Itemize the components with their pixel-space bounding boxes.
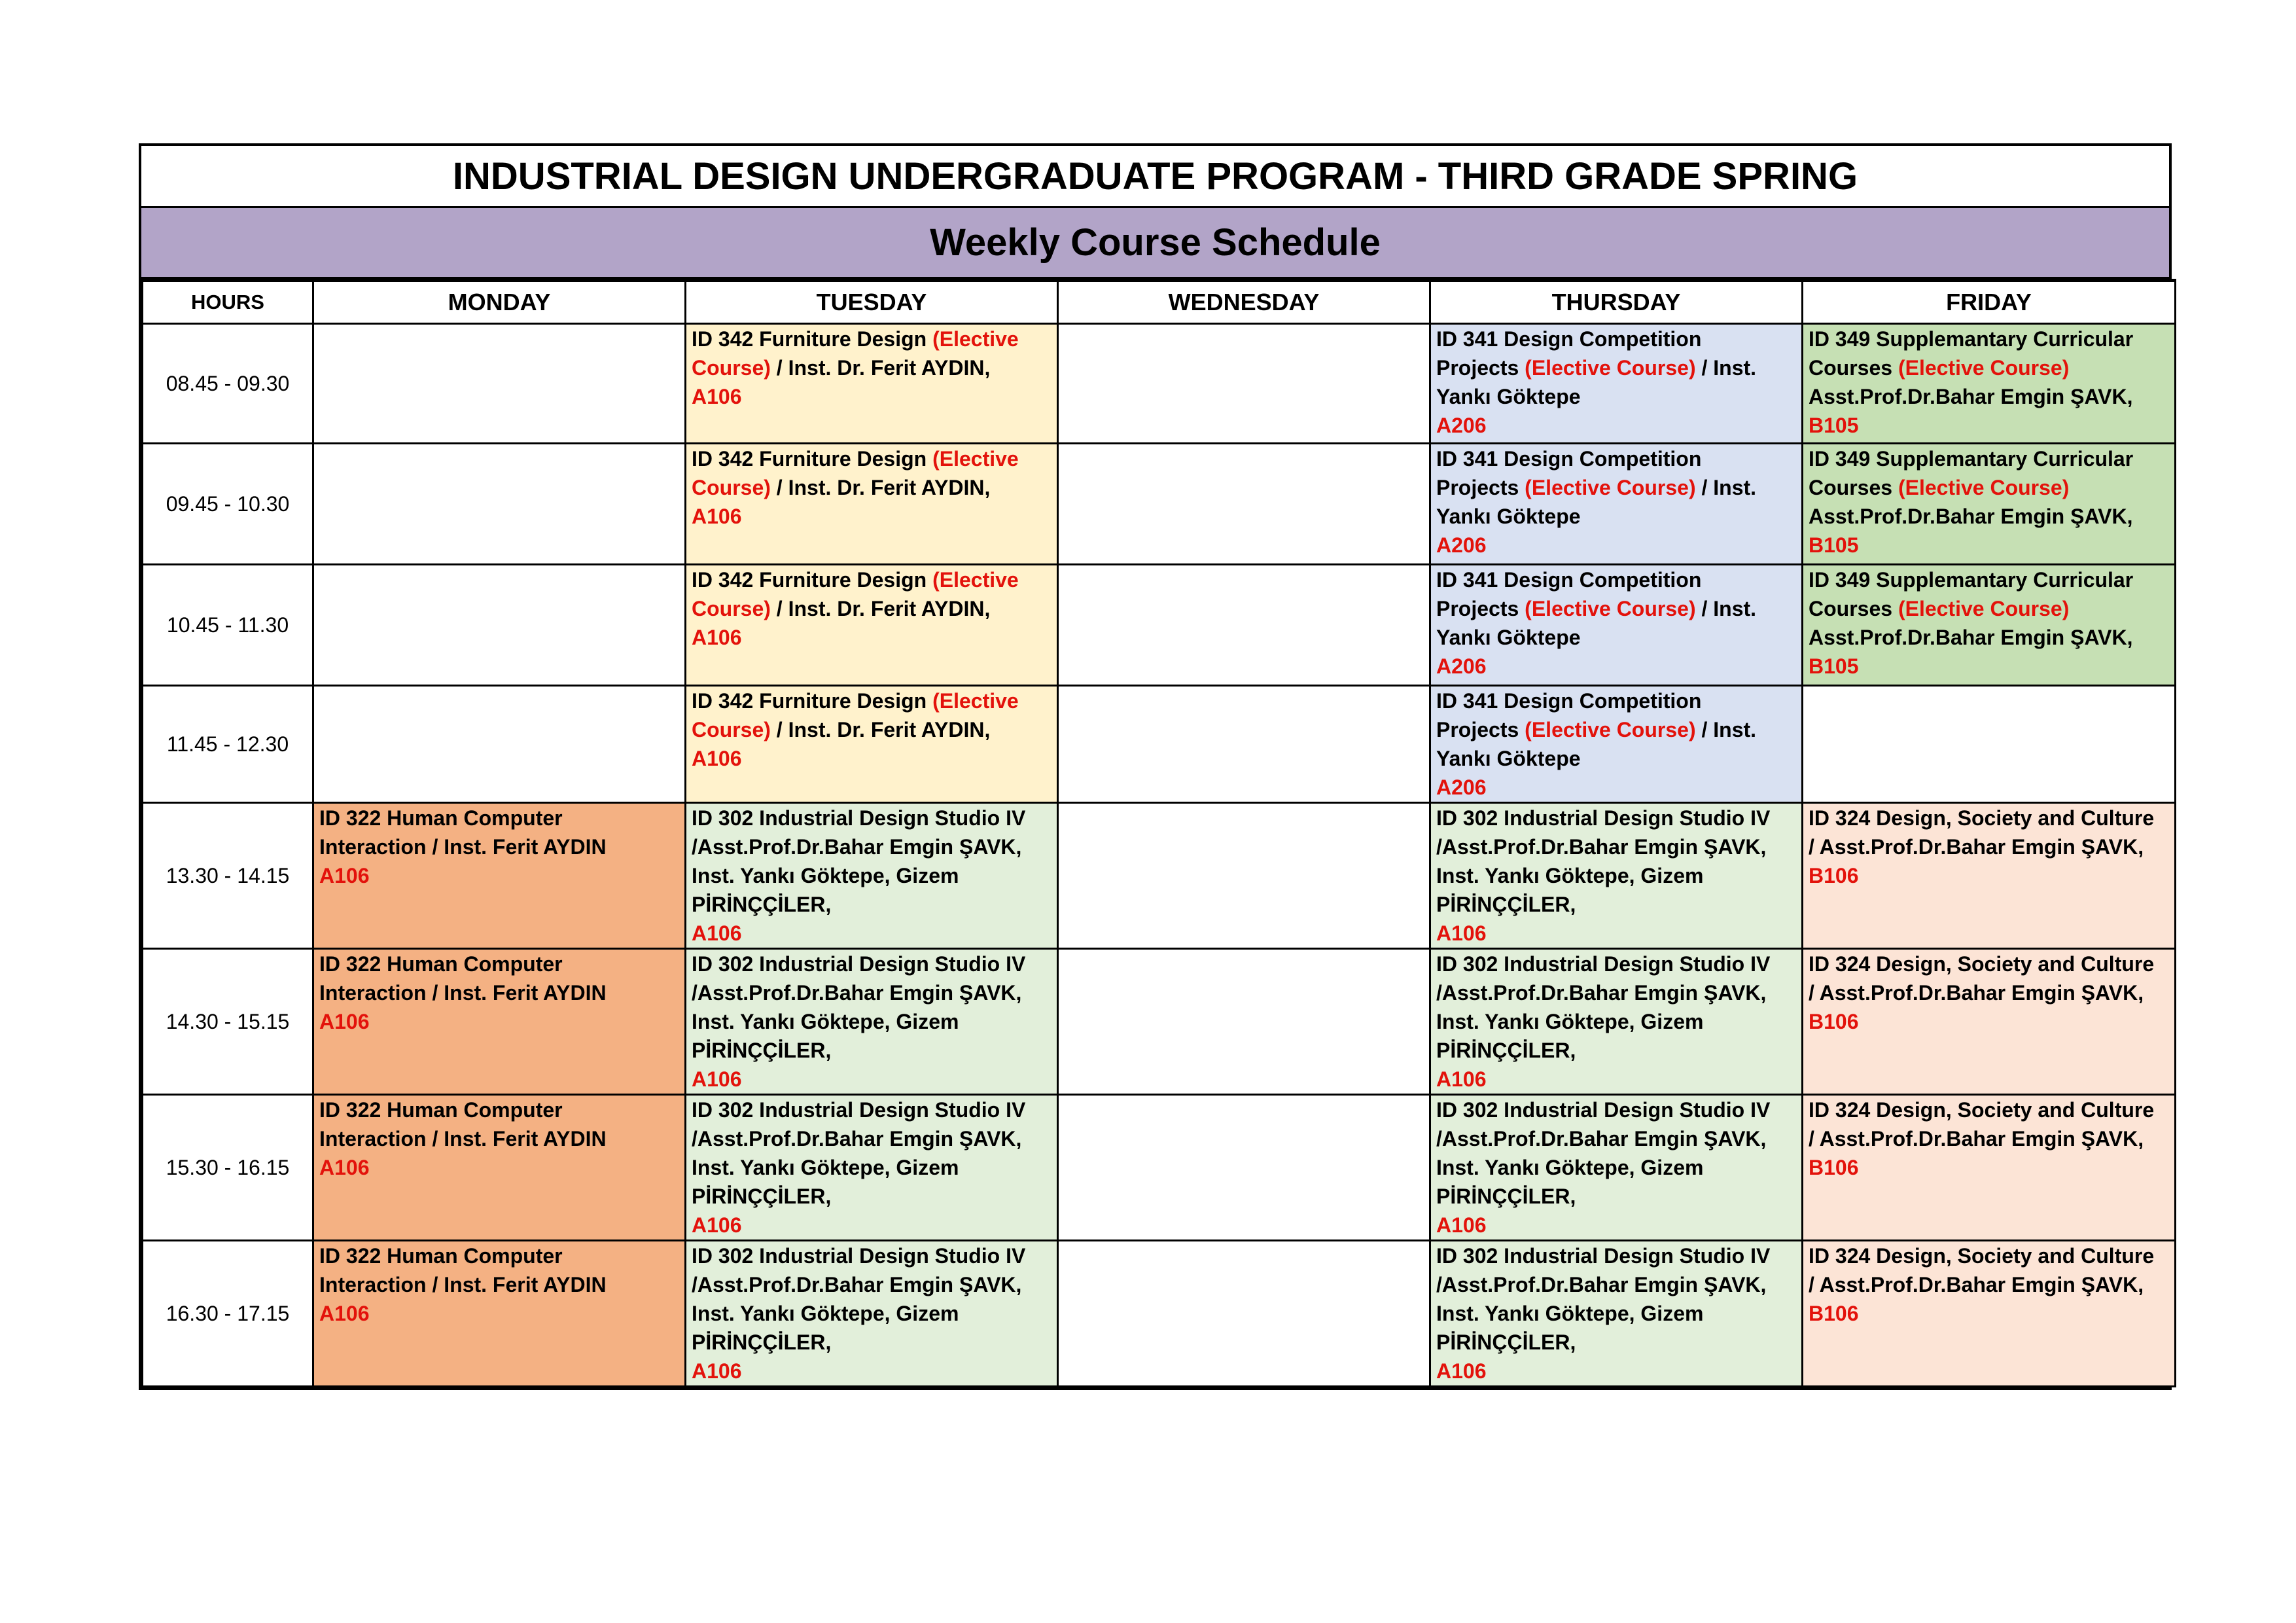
page-title: INDUSTRIAL DESIGN UNDERGRADUATE PROGRAM - THIRD GRADE SPRING bbox=[141, 146, 2169, 208]
instructor: / Inst. Dr. Ferit AYDIN, bbox=[770, 356, 991, 380]
instructor: Yankı Göktepe bbox=[1436, 626, 1581, 649]
empty-cell-friday bbox=[1803, 686, 2176, 803]
course-title: ID 342 Furniture Design bbox=[692, 689, 933, 713]
elective-tag: (Elective Course) bbox=[1525, 476, 1696, 499]
instructor: Inst. Yankı Göktepe, Gizem bbox=[1436, 1156, 1704, 1179]
room-code: A106 bbox=[1436, 921, 1487, 945]
instructor: Interaction / Inst. Ferit AYDIN bbox=[319, 1127, 607, 1150]
empty-cell-wednesday bbox=[1058, 1241, 1430, 1387]
instructor: Asst.Prof.Dr.Bahar Emgin ŞAVK, bbox=[1809, 385, 2133, 408]
room-code: A206 bbox=[1436, 414, 1487, 437]
instructor: / Asst.Prof.Dr.Bahar Emgin ŞAVK, bbox=[1809, 1127, 2144, 1150]
instructor: /Asst.Prof.Dr.Bahar Emgin ŞAVK, bbox=[692, 1273, 1022, 1296]
time-slot: 13.30 - 14.15 bbox=[143, 803, 313, 949]
room-code: A106 bbox=[319, 1156, 370, 1179]
instructor: PİRİNÇÇİLER, bbox=[692, 893, 832, 916]
time-slot-row bbox=[143, 686, 2176, 803]
room-code: A106 bbox=[692, 1067, 742, 1091]
room-code: A106 bbox=[692, 921, 742, 945]
course-title: ID 302 Industrial Design Studio IV bbox=[1436, 806, 1771, 830]
course-cell-friday[interactable] bbox=[1803, 1095, 2176, 1241]
instructor: / Asst.Prof.Dr.Bahar Emgin ŞAVK, bbox=[1809, 1273, 2144, 1296]
instructor: PİRİNÇÇİLER, bbox=[1436, 1185, 1576, 1208]
instructor: Interaction / Inst. Ferit AYDIN bbox=[319, 1273, 607, 1296]
instructor: PİRİNÇÇİLER, bbox=[1436, 1039, 1576, 1062]
instructor: /Asst.Prof.Dr.Bahar Emgin ŞAVK, bbox=[1436, 1127, 1767, 1150]
elective-tag: (Elective Course) bbox=[1525, 597, 1696, 620]
course-title: ID 342 Furniture Design bbox=[692, 568, 933, 592]
time-slot: 08.45 - 09.30 bbox=[143, 324, 313, 444]
instructor: Inst. Yankı Göktepe, Gizem bbox=[1436, 1302, 1704, 1325]
instructor: Inst. Yankı Göktepe, Gizem bbox=[692, 864, 959, 887]
course-title: ID 302 Industrial Design Studio IV bbox=[692, 1098, 1026, 1122]
course-title: ID 302 Industrial Design Studio IV bbox=[692, 1244, 1026, 1268]
room-code: B106 bbox=[1809, 1156, 1859, 1179]
course-title: ID 302 Industrial Design Studio IV bbox=[1436, 952, 1771, 976]
course-cell-friday[interactable] bbox=[1803, 444, 2176, 565]
instructor: / Inst. bbox=[1695, 476, 1757, 499]
instructor: Yankı Göktepe bbox=[1436, 747, 1581, 770]
elective-tag: (Elective Course) bbox=[1525, 718, 1696, 741]
course-title: ID 342 Furniture Design bbox=[692, 447, 933, 471]
time-slot: 15.30 - 16.15 bbox=[143, 1095, 313, 1241]
room-code: A106 bbox=[1436, 1359, 1487, 1383]
course-cell-monday[interactable] bbox=[313, 949, 686, 1095]
time-slot: 09.45 - 10.30 bbox=[143, 444, 313, 565]
elective-tag: (Elective Course) bbox=[1898, 597, 2070, 620]
instructor: Inst. Yankı Göktepe, Gizem bbox=[692, 1302, 959, 1325]
time-slot-row bbox=[143, 803, 2176, 949]
elective-tag: (Elective bbox=[932, 689, 1019, 713]
course-cell-tuesday[interactable] bbox=[686, 949, 1058, 1095]
empty-cell-wednesday bbox=[1058, 565, 1430, 686]
course-title: ID 341 Design Competition bbox=[1436, 327, 1702, 351]
course-title: ID 349 Supplemantary Curricular bbox=[1809, 447, 2134, 471]
course-cell-monday[interactable] bbox=[313, 1241, 686, 1387]
room-code: A206 bbox=[1436, 533, 1487, 557]
course-cell-friday[interactable] bbox=[1803, 324, 2176, 444]
time-slot: 16.30 - 17.15 bbox=[143, 1241, 313, 1387]
course-title: ID 349 Supplemantary Curricular bbox=[1809, 327, 2134, 351]
empty-cell-monday bbox=[313, 686, 686, 803]
instructor: Inst. Yankı Göktepe, Gizem bbox=[692, 1010, 959, 1033]
course-cell-thursday[interactable] bbox=[1430, 324, 1803, 444]
room-code: A106 bbox=[692, 385, 742, 408]
room-code: B106 bbox=[1809, 864, 1859, 887]
course-cell-monday[interactable] bbox=[313, 1095, 686, 1241]
course-title: ID 302 Industrial Design Studio IV bbox=[692, 952, 1026, 976]
course-title: Projects bbox=[1436, 476, 1525, 499]
instructor: Interaction / Inst. Ferit AYDIN bbox=[319, 981, 607, 1005]
room-code: B105 bbox=[1809, 414, 1859, 437]
course-cell-tuesday[interactable] bbox=[686, 324, 1058, 444]
course-cell-friday[interactable] bbox=[1803, 565, 2176, 686]
room-code: A106 bbox=[692, 747, 742, 770]
elective-tag: Course) bbox=[692, 597, 771, 620]
time-slot-row bbox=[143, 444, 2176, 565]
column-header-wednesday: WEDNESDAY bbox=[1058, 281, 1430, 324]
room-code: A206 bbox=[1436, 654, 1487, 678]
course-cell-tuesday[interactable] bbox=[686, 686, 1058, 803]
instructor: /Asst.Prof.Dr.Bahar Emgin ŞAVK, bbox=[1436, 835, 1767, 859]
empty-cell-wednesday bbox=[1058, 686, 1430, 803]
room-code: A106 bbox=[1436, 1213, 1487, 1237]
instructor: /Asst.Prof.Dr.Bahar Emgin ŞAVK, bbox=[1436, 981, 1767, 1005]
elective-tag: (Elective bbox=[932, 447, 1019, 471]
empty-cell-wednesday bbox=[1058, 803, 1430, 949]
course-title: ID 322 Human Computer bbox=[319, 1098, 563, 1122]
instructor: PİRİNÇÇİLER, bbox=[692, 1185, 832, 1208]
elective-tag: (Elective Course) bbox=[1898, 356, 2070, 380]
instructor: Inst. Yankı Göktepe, Gizem bbox=[1436, 864, 1704, 887]
instructor: PİRİNÇÇİLER, bbox=[692, 1039, 832, 1062]
course-cell-tuesday[interactable] bbox=[686, 444, 1058, 565]
time-slot-row bbox=[143, 1241, 2176, 1387]
room-code: B105 bbox=[1809, 533, 1859, 557]
course-cell-tuesday[interactable] bbox=[686, 1095, 1058, 1241]
instructor: Asst.Prof.Dr.Bahar Emgin ŞAVK, bbox=[1809, 505, 2133, 528]
course-title: ID 322 Human Computer bbox=[319, 806, 563, 830]
time-slot-row bbox=[143, 949, 2176, 1095]
room-code: A106 bbox=[319, 1010, 370, 1033]
course-title: ID 302 Industrial Design Studio IV bbox=[692, 806, 1026, 830]
course-title: ID 324 Design, Society and Culture bbox=[1809, 1098, 2155, 1122]
course-title: ID 324 Design, Society and Culture bbox=[1809, 806, 2155, 830]
course-title: ID 341 Design Competition bbox=[1436, 689, 1702, 713]
course-cell-friday[interactable] bbox=[1803, 803, 2176, 949]
column-header-tuesday: TUESDAY bbox=[686, 281, 1058, 324]
course-cell-thursday[interactable] bbox=[1430, 1095, 1803, 1241]
course-title: ID 302 Industrial Design Studio IV bbox=[1436, 1244, 1771, 1268]
instructor: /Asst.Prof.Dr.Bahar Emgin ŞAVK, bbox=[1436, 1273, 1767, 1296]
course-title: Courses bbox=[1809, 356, 1898, 380]
empty-cell-monday bbox=[313, 565, 686, 686]
elective-tag: (Elective bbox=[932, 327, 1019, 351]
course-cell-tuesday[interactable] bbox=[686, 1241, 1058, 1387]
course-title: ID 322 Human Computer bbox=[319, 1244, 563, 1268]
room-code: B105 bbox=[1809, 654, 1859, 678]
instructor: Yankı Göktepe bbox=[1436, 385, 1581, 408]
room-code: A206 bbox=[1436, 776, 1487, 799]
instructor: / Inst. bbox=[1695, 597, 1757, 620]
instructor: / Inst. Dr. Ferit AYDIN, bbox=[770, 476, 991, 499]
course-title: ID 324 Design, Society and Culture bbox=[1809, 1244, 2155, 1268]
instructor: /Asst.Prof.Dr.Bahar Emgin ŞAVK, bbox=[692, 835, 1022, 859]
course-title: Projects bbox=[1436, 718, 1525, 741]
instructor: / Asst.Prof.Dr.Bahar Emgin ŞAVK, bbox=[1809, 835, 2144, 859]
empty-cell-wednesday bbox=[1058, 444, 1430, 565]
course-title: ID 302 Industrial Design Studio IV bbox=[1436, 1098, 1771, 1122]
instructor: /Asst.Prof.Dr.Bahar Emgin ŞAVK, bbox=[692, 981, 1022, 1005]
course-cell-thursday[interactable] bbox=[1430, 444, 1803, 565]
elective-tag: Course) bbox=[692, 476, 771, 499]
instructor: PİRİNÇÇİLER, bbox=[1436, 893, 1576, 916]
empty-cell-wednesday bbox=[1058, 324, 1430, 444]
instructor: Asst.Prof.Dr.Bahar Emgin ŞAVK, bbox=[1809, 626, 2133, 649]
empty-cell-monday bbox=[313, 324, 686, 444]
room-code: A106 bbox=[1436, 1067, 1487, 1091]
course-cell-tuesday[interactable] bbox=[686, 803, 1058, 949]
instructor: PİRİNÇÇİLER, bbox=[692, 1330, 832, 1354]
instructor: / Inst. bbox=[1695, 718, 1757, 741]
course-title: ID 342 Furniture Design bbox=[692, 327, 933, 351]
course-title: ID 349 Supplemantary Curricular bbox=[1809, 568, 2134, 592]
course-title: Courses bbox=[1809, 597, 1898, 620]
time-slot-row bbox=[143, 1095, 2176, 1241]
instructor: PİRİNÇÇİLER, bbox=[1436, 1330, 1576, 1354]
column-header-friday: FRIDAY bbox=[1803, 281, 2176, 324]
empty-cell-wednesday bbox=[1058, 949, 1430, 1095]
column-header-monday: MONDAY bbox=[313, 281, 686, 324]
course-cell-thursday[interactable] bbox=[1430, 1241, 1803, 1387]
course-cell-friday[interactable] bbox=[1803, 949, 2176, 1095]
schedule-subtitle: Weekly Course Schedule bbox=[141, 208, 2169, 279]
empty-cell-wednesday bbox=[1058, 1095, 1430, 1241]
course-cell-thursday[interactable] bbox=[1430, 803, 1803, 949]
elective-tag: (Elective Course) bbox=[1525, 356, 1696, 380]
instructor: /Asst.Prof.Dr.Bahar Emgin ŞAVK, bbox=[692, 1127, 1022, 1150]
time-slot: 11.45 - 12.30 bbox=[143, 686, 313, 803]
instructor: Interaction / Inst. Ferit AYDIN bbox=[319, 835, 607, 859]
course-title: ID 324 Design, Society and Culture bbox=[1809, 952, 2155, 976]
course-title: Projects bbox=[1436, 356, 1525, 380]
room-code: A106 bbox=[692, 1213, 742, 1237]
course-cell-thursday[interactable] bbox=[1430, 949, 1803, 1095]
course-cell-tuesday[interactable] bbox=[686, 565, 1058, 686]
course-title: ID 341 Design Competition bbox=[1436, 447, 1702, 471]
column-header-thursday: THURSDAY bbox=[1430, 281, 1803, 324]
empty-cell-monday bbox=[313, 444, 686, 565]
course-title: ID 341 Design Competition bbox=[1436, 568, 1702, 592]
room-code: A106 bbox=[692, 626, 742, 649]
room-code: A106 bbox=[692, 1359, 742, 1383]
instructor: Inst. Yankı Göktepe, Gizem bbox=[1436, 1010, 1704, 1033]
course-title: ID 322 Human Computer bbox=[319, 952, 563, 976]
course-cell-thursday[interactable] bbox=[1430, 686, 1803, 803]
course-title: Projects bbox=[1436, 597, 1525, 620]
time-slot: 10.45 - 11.30 bbox=[143, 565, 313, 686]
course-cell-monday[interactable] bbox=[313, 803, 686, 949]
column-header-hours: HOURS bbox=[143, 281, 313, 324]
room-code: A106 bbox=[319, 864, 370, 887]
instructor: Yankı Göktepe bbox=[1436, 505, 1581, 528]
course-title: Courses bbox=[1809, 476, 1898, 499]
room-code: B106 bbox=[1809, 1010, 1859, 1033]
time-slot-row bbox=[143, 565, 2176, 686]
room-code: A106 bbox=[319, 1302, 370, 1325]
room-code: B106 bbox=[1809, 1302, 1859, 1325]
instructor: / Asst.Prof.Dr.Bahar Emgin ŞAVK, bbox=[1809, 981, 2144, 1005]
course-cell-thursday[interactable] bbox=[1430, 565, 1803, 686]
elective-tag: Course) bbox=[692, 718, 771, 741]
elective-tag: (Elective bbox=[932, 568, 1019, 592]
instructor: Inst. Yankı Göktepe, Gizem bbox=[692, 1156, 959, 1179]
elective-tag: (Elective Course) bbox=[1898, 476, 2070, 499]
schedule-sheet bbox=[139, 143, 2172, 1390]
course-cell-friday[interactable] bbox=[1803, 1241, 2176, 1387]
instructor: / Inst. Dr. Ferit AYDIN, bbox=[770, 718, 991, 741]
instructor: / Inst. bbox=[1695, 356, 1757, 380]
header-row bbox=[143, 281, 2176, 324]
time-slot-row bbox=[143, 324, 2176, 444]
elective-tag: Course) bbox=[692, 356, 771, 380]
schedule-table bbox=[141, 279, 2176, 1387]
time-slot: 14.30 - 15.15 bbox=[143, 949, 313, 1095]
room-code: A106 bbox=[692, 505, 742, 528]
instructor: / Inst. Dr. Ferit AYDIN, bbox=[770, 597, 991, 620]
